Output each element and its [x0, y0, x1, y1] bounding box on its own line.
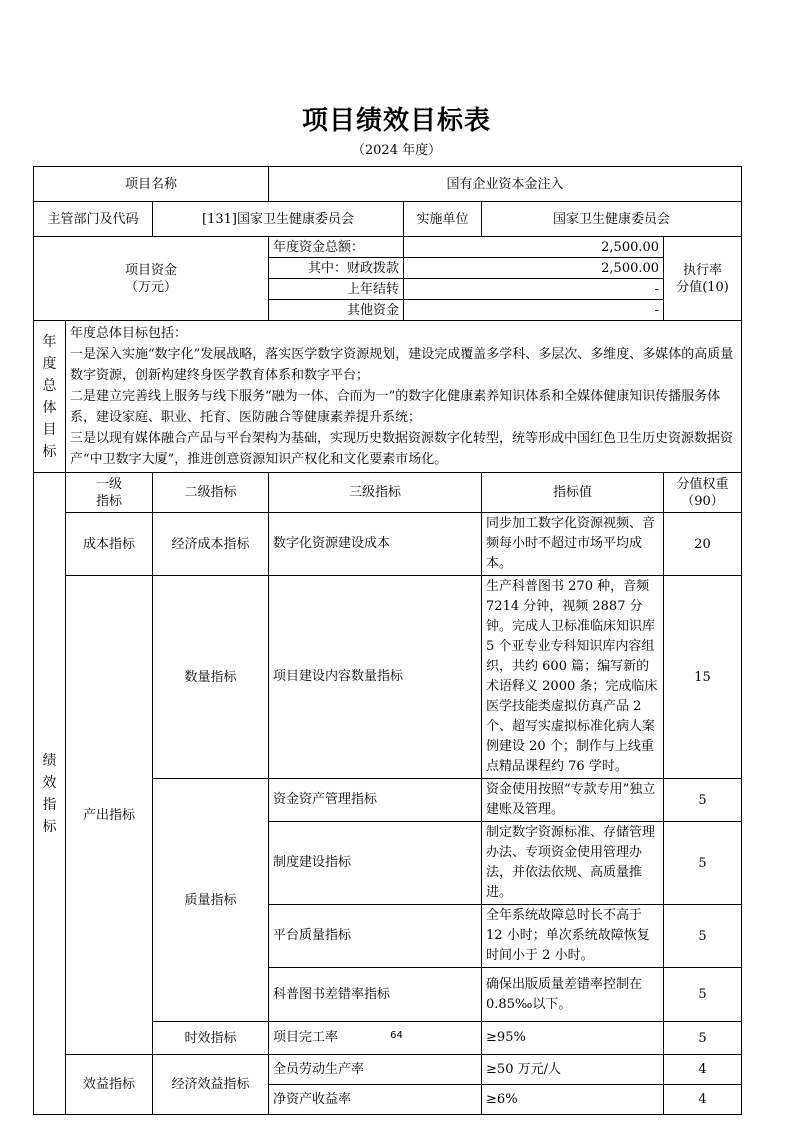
quality-level3: 平台质量指标 [269, 905, 482, 968]
table-row [34, 513, 742, 576]
funds-carry-label: 上年结转 [269, 279, 404, 300]
funds-label [34, 237, 269, 321]
table-row [34, 576, 742, 779]
benefit-weight: 4 [664, 1055, 742, 1085]
funds-other-label: 其他资金 [269, 300, 404, 321]
table-row [34, 202, 742, 237]
project-name-label: 项目名称 [34, 167, 269, 202]
quality-value: 全年系统故障总时长不高于 12 小时；单次系统故障恢复时间小于 2 小时。 [482, 905, 664, 968]
header-level3: 三级指标 [269, 473, 482, 513]
unit-label: 实施单位 [404, 202, 482, 237]
goal-text [66, 321, 742, 473]
benefit-level2: 经济效益指标 [153, 1055, 269, 1115]
funds-label-line2: （万元） [125, 279, 178, 295]
timeliness-level3: 项目完工率 [269, 1022, 482, 1055]
output-level1: 产出指标 [66, 576, 153, 1055]
header-value: 指标值 [482, 473, 664, 513]
quantity-level2: 数量指标 [153, 576, 269, 779]
benefit-level1: 效益指标 [66, 1055, 153, 1115]
timeliness-level2: 时效指标 [153, 1022, 269, 1055]
cost-level2: 经济成本指标 [153, 513, 269, 576]
funds-other-value: - [404, 300, 664, 321]
goal-side-label: 年 度 总 体 目 标 [34, 321, 66, 473]
funds-fiscal-label: 其中：财政拨款 [269, 258, 404, 279]
quality-value: 资金使用按照“专款专用”独立建账及管理。 [482, 779, 664, 822]
cost-value: 同步加工数字化资源视频、音频每小时不超过市场平均成本。 [482, 513, 664, 576]
quality-level3: 科普图书差错率指标 [269, 968, 482, 1022]
quality-weight: 5 [664, 822, 742, 905]
quality-weight: 5 [664, 968, 742, 1022]
exec-rate-line1: 执行率 [683, 262, 723, 278]
funds-label-line1: 项目资金 [125, 262, 178, 278]
header-level1: 一级 指标 [66, 473, 153, 513]
funds-carry-value: - [404, 279, 664, 300]
header-weight: 分值权重 （90） [664, 473, 742, 513]
indicators-side-label: 绩 效 指 标 [34, 473, 66, 1115]
quality-level3: 制度建设指标 [269, 822, 482, 905]
funds-fiscal-value: 2,500.00 [404, 258, 664, 279]
quality-weight: 5 [664, 779, 742, 822]
cost-level1: 成本指标 [66, 513, 153, 576]
cost-weight: 20 [664, 513, 742, 576]
cost-level3: 数字化资源建设成本 [269, 513, 482, 576]
table-row [34, 321, 742, 473]
quantity-level3: 项目建设内容数量指标 [269, 576, 482, 779]
page-number: 64 [390, 1030, 403, 1041]
quality-weight: 5 [664, 905, 742, 968]
timeliness-weight: 5 [664, 1022, 742, 1055]
benefit-value: ≥6% [482, 1085, 664, 1115]
quantity-weight: 15 [664, 576, 742, 779]
dept-value: [131]国家卫生健康委员会 [153, 202, 404, 237]
benefit-level3: 全员劳动生产率 [269, 1055, 482, 1085]
unit-value: 国家卫生健康委员会 [482, 202, 742, 237]
quantity-value: 生产科普图书 270 种，音频 7214 分钟，视频 2887 分钟。完成人卫标准临床知识库 5 个亚专业专科知识库内容组织，共约 600 篇；编写新的术语释义 2000 条；完成临床医学技能类虚拟仿真产品 2 个、超写实虚拟标准化病人案例建设 20 个；制作与上线重点精品课程约 76 学时。 [482, 576, 664, 779]
funds-total-value: 2,500.00 [404, 237, 664, 258]
table-row [34, 167, 742, 202]
goal-line: 二是建立完善线上服务与线下服务“融为一体、合而为一”的数字化健康素养知识体系和全媒体健康知识传播服务体系，建设家庭、职业、托育、医防融合等健康素养提升系统； [70, 389, 721, 425]
quality-value: 确保出版质量差错率控制在 0.85‰以下。 [482, 968, 664, 1022]
benefit-level3: 净资产收益率 [269, 1085, 482, 1115]
funds-total-label: 年度资金总额： [269, 237, 404, 258]
goal-line: 一是深入实施“数字化”发展战略，落实医学数字资源规划，建设完成覆盖多学科、多层次、多维度、多媒体的高质量数字资源，创新构建终身医学教育体系和数字平台； [70, 347, 734, 383]
page-title: 项目绩效目标表 [301, 106, 491, 136]
table-row [34, 1055, 742, 1085]
header-level2: 二级指标 [153, 473, 269, 513]
dept-label: 主管部门及代码 [34, 202, 153, 237]
exec-rate-line2: 分值(10) [676, 279, 729, 295]
quality-level2: 质量指标 [153, 779, 269, 1022]
benefit-value: ≥50 万元/人 [482, 1055, 664, 1085]
page-subtitle: （2024 年度） [351, 143, 442, 158]
timeliness-value: ≥95% [482, 1022, 664, 1055]
quality-value: 制定数字资源标准、存储管理办法、专项资金使用管理办法，并依法依规、高质量推进。 [482, 822, 664, 905]
performance-table [33, 166, 742, 1115]
benefit-weight: 4 [664, 1085, 742, 1115]
exec-rate-cell [664, 237, 742, 321]
goal-line: 年度总体目标包括： [70, 326, 188, 341]
project-name-value: 国有企业资本金注入 [269, 167, 742, 202]
table-row [34, 237, 742, 258]
quality-level3: 资金资产管理指标 [269, 779, 482, 822]
goal-line: 三是以现有媒体融合产品与平台架构为基础，实现历史数据资源数字化转型，统等形成中国红色卫生历史资源数据资产“中卫数字大厦”，推进创意资源知识产权化和文化要素市场化。 [70, 431, 734, 467]
table-row [34, 473, 742, 513]
